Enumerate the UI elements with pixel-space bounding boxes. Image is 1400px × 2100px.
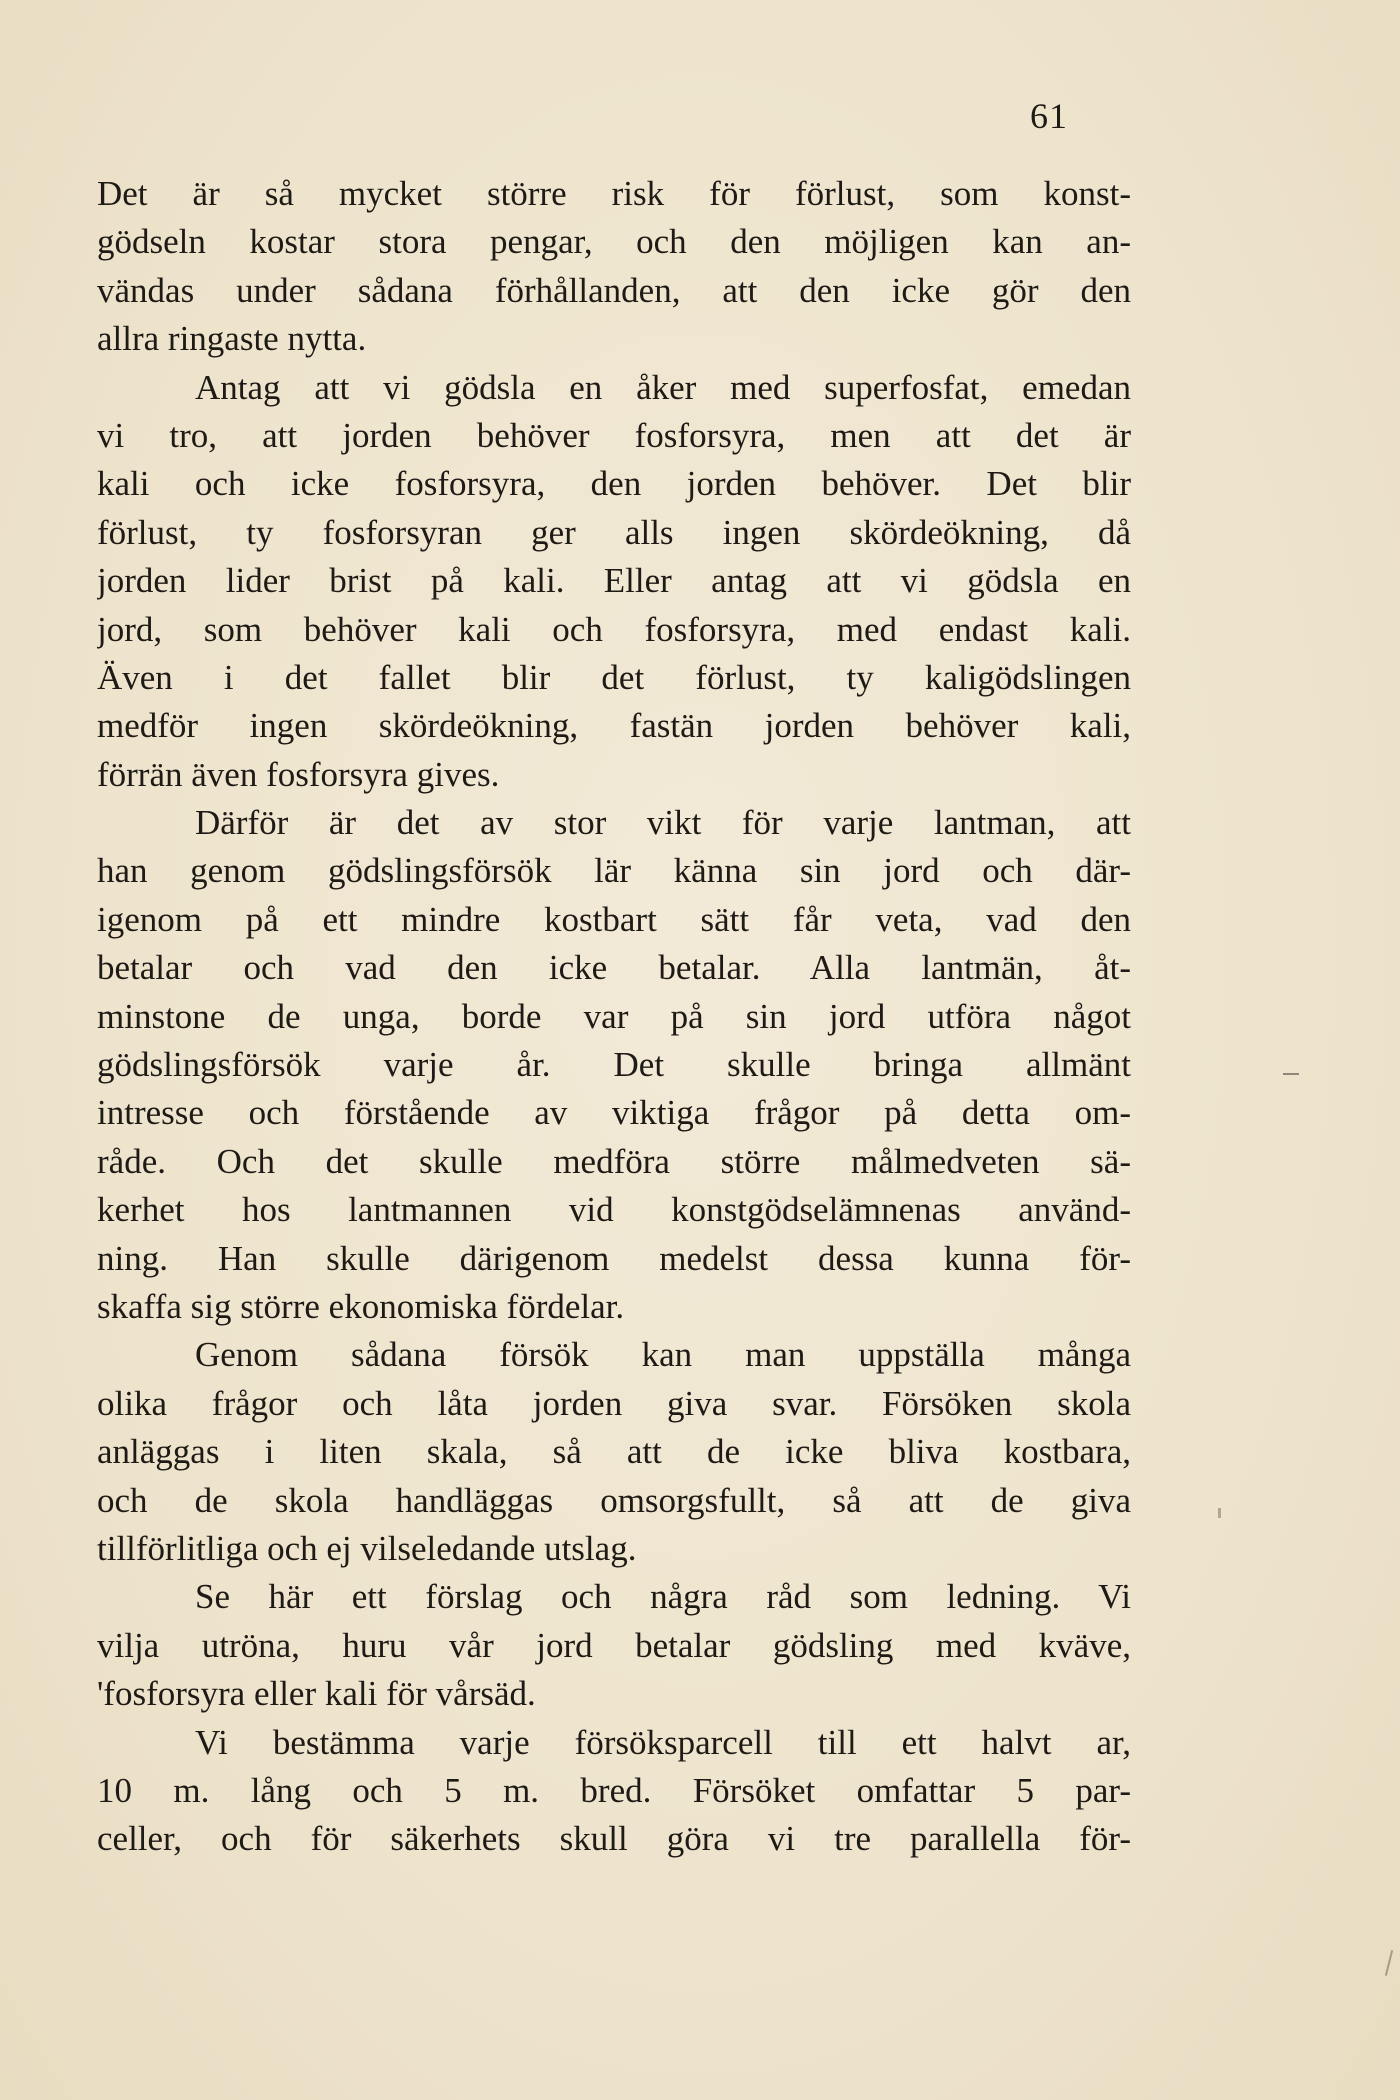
text-line: vi tro, att jorden behöver fosforsyra, men att det är [97, 415, 1131, 455]
text-line: vilja utröna, huru vår jord betalar gödsling med kväve, [97, 1625, 1131, 1665]
text-line: Antag att vi gödsla en åker med superfosfat, emedan [195, 367, 1131, 407]
text-line: gödslingsförsök varje år. Det skulle bringa allmänt [97, 1045, 1131, 1085]
text-line: jord, som behöver kali och fosforsyra, med endast kali. [97, 609, 1131, 649]
text-line: Vi bestämma varje försöksparcell till ett halvt ar, [195, 1722, 1131, 1762]
text-line: vändas under sådana förhållanden, att den icke gör den [97, 270, 1131, 310]
text-line: Se här ett förslag och några råd som ledning. Vi [195, 1577, 1131, 1617]
text-line: förrän även fosforsyra gives. [97, 754, 500, 794]
text-line: olika frågor och låta jorden giva svar. Försöken skola [97, 1383, 1131, 1423]
text-line: gödseln kostar stora pengar, och den möjligen kan an- [97, 222, 1131, 262]
text-line: celler, och för säkerhets skull göra vi tre parallella för- [97, 1819, 1131, 1859]
text-line: han genom gödslingsförsök lär känna sin jord och där- [97, 851, 1131, 891]
text-line: 10 m. lång och 5 m. bred. Försöket omfattar 5 par- [97, 1770, 1131, 1810]
text-line: Det är så mycket större risk för förlust, som konst- [97, 174, 1131, 213]
text-line: kali och icke fosforsyra, den jorden behöver. Det blir [97, 464, 1131, 504]
text-line: intresse och förstående av viktiga frågor på detta om- [97, 1093, 1131, 1133]
text-line: allra ringaste nytta. [97, 319, 367, 359]
text-line: anläggas i liten skala, så att de icke bliva kostbara, [97, 1432, 1131, 1472]
page-number: 61 [1030, 96, 1068, 136]
body-text [97, 170, 1131, 1864]
text-line: råde. Och det skulle medföra större målmedveten sä- [97, 1141, 1131, 1181]
text-line: Därför är det av stor vikt för varje lantman, att [195, 803, 1131, 843]
text-line: förlust, ty fosforsyran ger alls ingen skördeökning, då [97, 512, 1131, 552]
text-line: skaffa sig större ekonomiska fördelar. [97, 1286, 625, 1326]
text-line: Genom sådana försök kan man uppställa många [195, 1335, 1131, 1375]
text-line: minstone de unga, borde var på sin jord utföra något [97, 996, 1131, 1036]
text-line: jorden lider brist på kali. Eller antag att vi gödsla en [97, 561, 1131, 601]
text-line: betalar och vad den icke betalar. Alla lantmän, åt- [97, 948, 1131, 988]
text-line: medför ingen skördeökning, fastän jorden behöver kali, [97, 706, 1131, 746]
text-line: kerhet hos lantmannen vid konstgödselämnenas använd- [97, 1190, 1131, 1230]
text-line: tillförlitliga och ej vilseledande utslag. [97, 1528, 637, 1568]
margin-dash-mark [1283, 1073, 1299, 1075]
text-line: 'fosforsyra eller kali för vårsäd. [97, 1674, 536, 1714]
text-line: Även i det fallet blir det förlust, ty kaligödslingen [97, 657, 1131, 697]
text-line: och de skola handläggas omsorgsfullt, så att de giva [97, 1480, 1131, 1520]
edge-mark [1385, 1950, 1393, 1976]
margin-speck [1218, 1508, 1221, 1518]
text-line: ning. Han skulle därigenom medelst dessa kunna för- [97, 1238, 1131, 1278]
text-line: igenom på ett mindre kostbart sätt får veta, vad den [97, 899, 1131, 939]
